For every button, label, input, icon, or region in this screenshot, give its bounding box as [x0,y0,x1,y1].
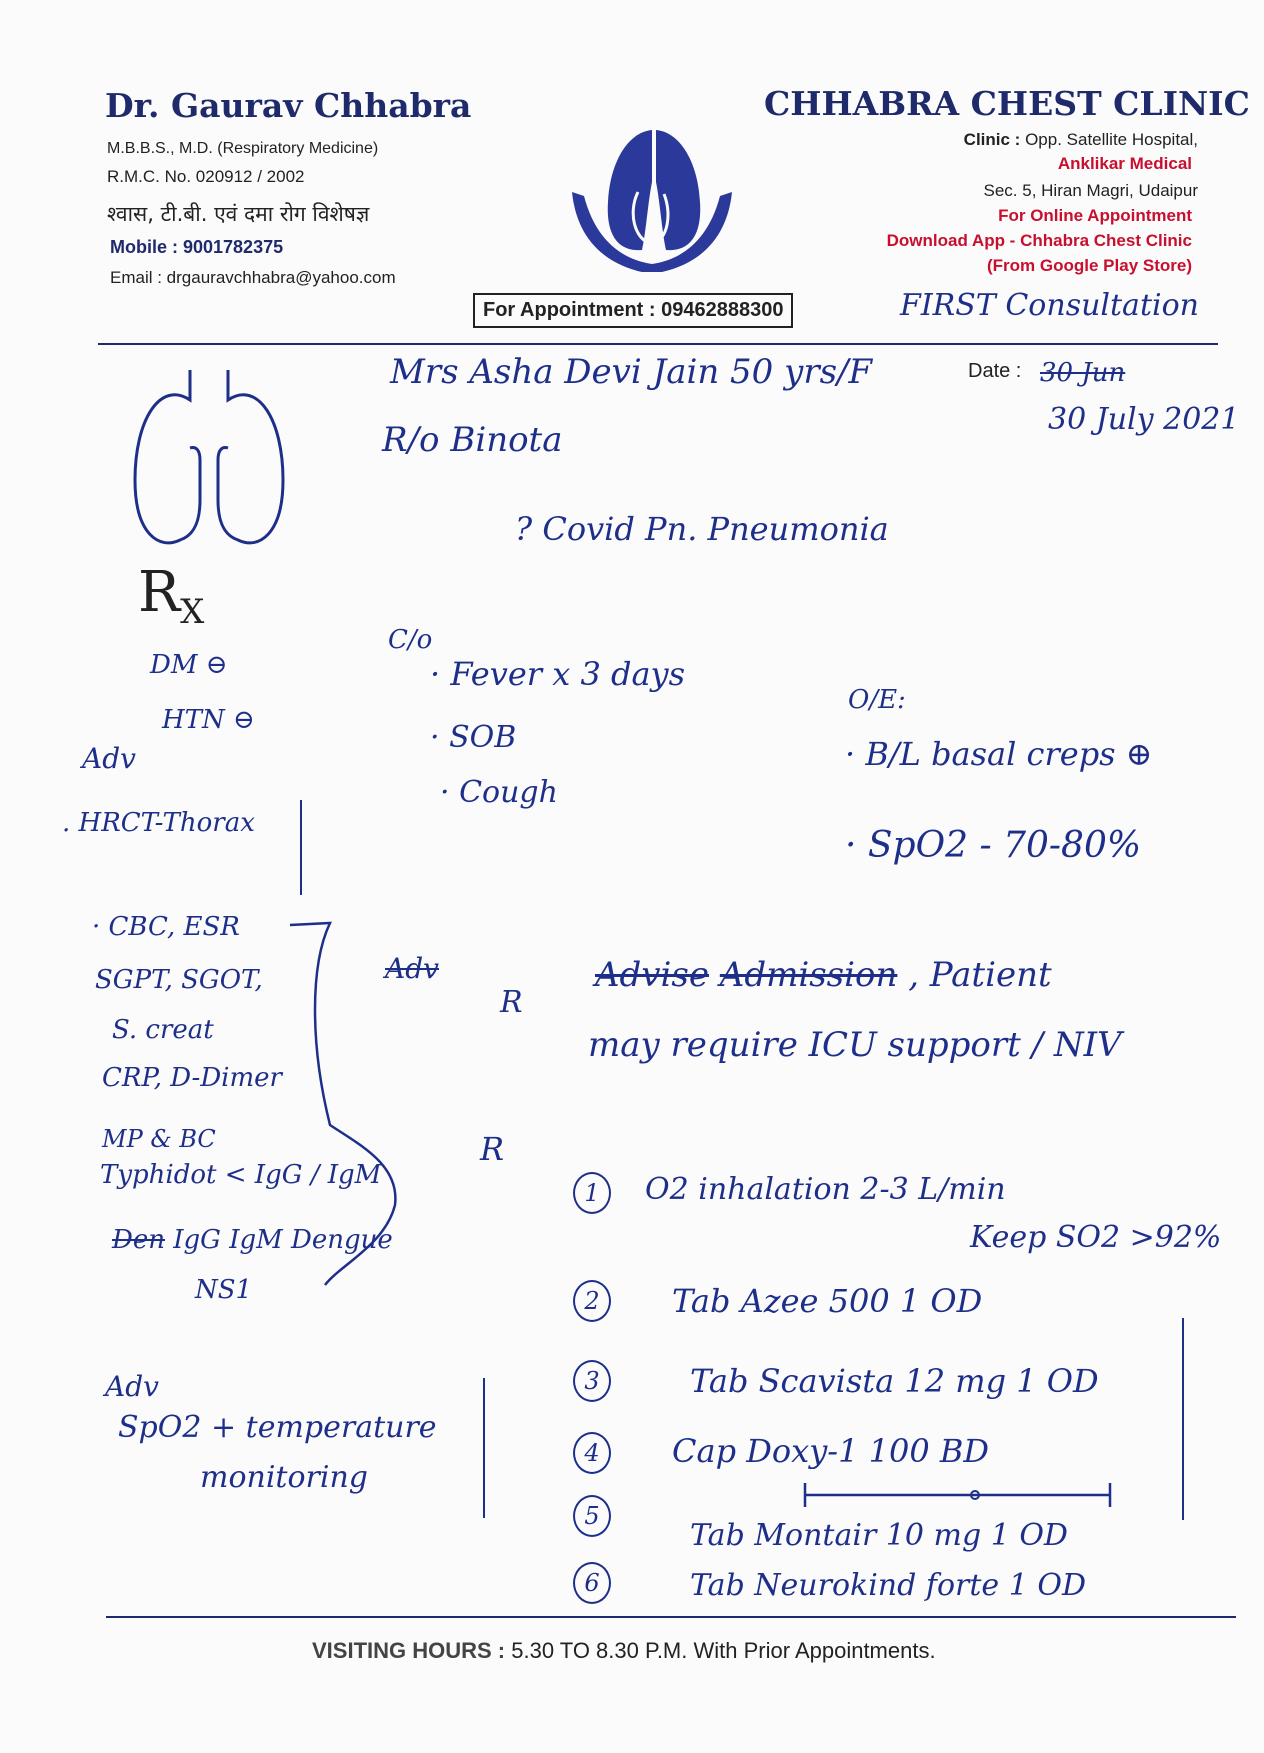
doctor-degrees: M.B.B.S., M.D. (Respiratory Medicine) [107,140,379,157]
clinic-address-line3: Sec. 5, Hiran Magri, Udaipur [983,181,1198,200]
dosage-timeline [800,1480,1120,1510]
med-number: 6 [573,1562,611,1604]
clinic-online-line1: For Online Appointment [998,206,1192,225]
history-htn: HTN ⊖ [162,705,255,735]
rx-symbol-small: R [500,985,523,1020]
divider-mark [1182,1318,1184,1520]
history-dm: DM ⊖ [150,650,228,680]
header-rule [98,343,1218,345]
admission-line2: may require ICU support / NIV [588,1025,1122,1065]
clinic-address-text: Opp. Satellite Hospital, [1025,130,1198,149]
clinic-address-line2: Anklikar Medical [1057,154,1192,173]
divider-mark [483,1378,485,1518]
med-number: 4 [573,1432,611,1474]
footer-rule [106,1616,1236,1618]
rx-symbol-x: X [180,592,205,633]
date-struck: 30 Jun [1040,358,1126,388]
struck-text: Admission [719,955,898,995]
clinic-name: CHHABRA CHEST CLINIC [764,84,1250,123]
test-item: MP & BC [102,1125,216,1153]
test-item: · CBC, ESR [92,912,240,942]
test-item: Typhidot < IgG / IgM [100,1160,382,1190]
med-item-text: O2 inhalation 2-3 L/min [645,1172,1006,1207]
exam-item: · B/L basal creps ⊕ [845,735,1153,773]
med-item-text: Cap Doxy-1 100 BD [672,1432,990,1470]
doctor-specialty: श्वास, टी.बी. एवं दमा रोग विशेषज्ञ [107,202,370,226]
clinic-online-line3: (From Google Play Store) [987,256,1192,275]
complaint-item: · SOB [430,720,517,755]
lungs-sketch-icon [120,360,300,560]
test-item: CRP, D-Dimer [102,1063,282,1093]
provisional-diagnosis: ? Covid Pn. Pneumonia [515,510,889,548]
advice-monitor-label: Adv [105,1370,159,1403]
med-number: 3 [573,1360,611,1402]
appointment-box: For Appointment : 09462888300 [473,293,793,328]
advice-tests-label: Adv [82,742,136,775]
doctor-rmc: R.M.C. No. 020912 / 2002 [107,167,305,186]
med-number: 2 [573,1280,611,1322]
doctor-name: Dr. Gaurav Chhabra [105,86,472,125]
rx-label: R [480,1130,505,1168]
test-item: NS1 [195,1275,253,1305]
date-value: 30 July 2021 [1048,402,1240,437]
exam-item: · SpO2 - 70-80% [845,825,1142,866]
med-item-text: Tab Azee 500 1 OD [672,1282,983,1320]
clinic-address-line1 [964,130,1198,150]
patient-residence: R/o Binota [382,420,563,460]
patient-name-line: Mrs Asha Devi Jain 50 yrs/F [390,352,873,392]
struck-text: Advise [595,955,709,995]
lungs-hands-logo [568,122,736,282]
exam-label: O/E: [848,685,906,715]
test-item-text: IgG IgM Dengue [173,1225,393,1255]
complaints-label: C/o [388,625,433,655]
visiting-hours [312,1638,936,1664]
complaint-item: · Fever x 3 days [430,655,686,693]
struck-adv: Adv [385,952,439,985]
doctor-mobile: Mobile : 9001782375 [110,237,284,257]
test-item: S. creat [112,1015,214,1045]
admission-line1 [595,955,1052,995]
doctor-email: Email : drgauravchhabra@yahoo.com [110,268,396,287]
med-item-text: Tab Scavista 12 mg 1 OD [690,1362,1099,1400]
advice-monitor-line2: monitoring [200,1460,369,1495]
test-item: SGPT, SGOT, [95,965,263,995]
visiting-hours-label: VISITING HOURS : [312,1638,506,1663]
struck-text: Den [112,1225,165,1255]
advice-monitor-line1: SpO2 + temperature [118,1410,437,1445]
rx-symbol [138,560,204,632]
med-item-text: Tab Montair 10 mg 1 OD [690,1518,1068,1553]
med-item-text: Tab Neurokind forte 1 OD [690,1568,1086,1603]
rx-symbol-r: R [138,560,181,625]
test-item: . HRCT-Thorax [62,808,255,838]
med-item-extra: Keep SO2 >92% [970,1220,1222,1255]
date-label: Date : [968,360,1022,382]
med-number: 5 [573,1495,611,1537]
complaint-item: · Cough [440,775,558,810]
visiting-hours-text: 5.30 TO 8.30 P.M. With Prior Appointments. [511,1638,936,1663]
clinic-online-line2: Download App - Chhabra Chest Clinic [886,231,1192,250]
consultation-note: FIRST Consultation [900,288,1199,323]
med-number: 1 [573,1172,611,1214]
clinic-address-label: Clinic : [963,130,1021,149]
divider-mark [300,800,302,895]
admission-patient-text: , Patient [908,955,1052,995]
